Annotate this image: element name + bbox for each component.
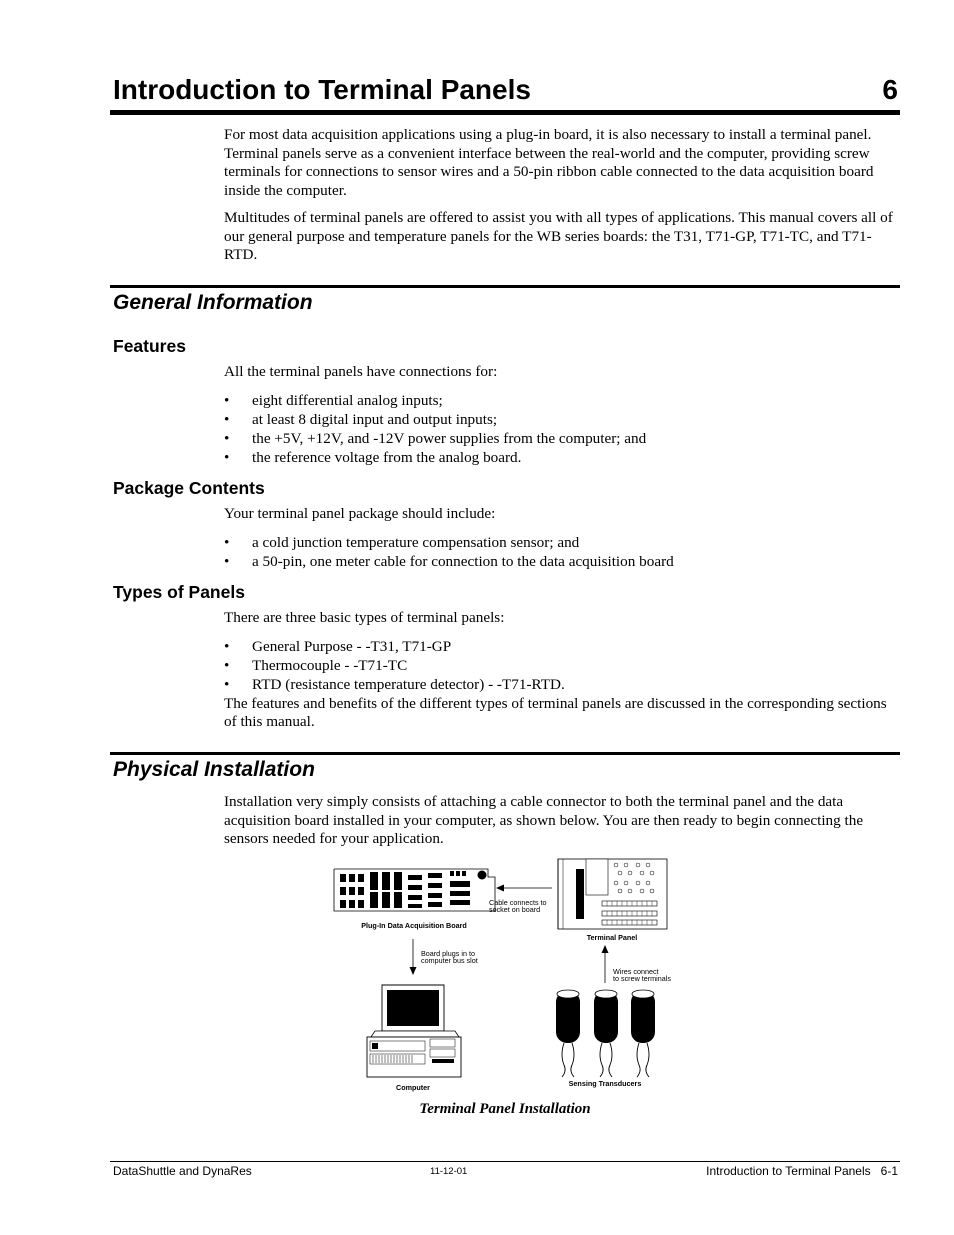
list-item: • RTD (resistance temperature detector) - -T71-RTD. — [224, 676, 900, 695]
features-list — [224, 392, 900, 468]
chapter-title: Introduction to Terminal Panels — [113, 74, 531, 105]
list-item: • the +5V, +12V, and -12V power supplies from the computer; and — [224, 430, 900, 449]
list-item: • a 50-pin, one meter cable for connection to the data acquisition board — [224, 553, 900, 572]
package-section — [224, 505, 900, 572]
package-contents-heading: Package Contents — [113, 478, 265, 498]
cable-label-line-2: socket on board — [489, 905, 541, 914]
types-section — [224, 609, 900, 732]
general-information-heading: General Information — [113, 291, 313, 314]
intro-section — [224, 126, 900, 265]
installation-figure — [320, 855, 690, 1095]
types-lead: There are three basic types of terminal panels: — [224, 609, 505, 626]
types-of-panels-heading: Types of Panels — [113, 582, 245, 602]
computer-label: Computer — [396, 1083, 430, 1092]
sensing-transducers-icon — [556, 990, 655, 1077]
intro-paragraph-2: Multitudes of terminal panels are offered to assist you with all types of applications. This manual covers all of our general purpose and temperature panels for the WB series boards: the T31, T71-GP, T71-TC, and T71-RTD. — [224, 209, 893, 263]
types-after: The features and benefits of the different types of terminal panels are discussed in the corresponding sections of this manual. — [224, 694, 887, 730]
physical-body: Installation very simply consists of attaching a cable connector to both the terminal panel and the data acquisition board installed in your computer, as shown below. You are then ready to begin connecting the sensors needed for your application. — [224, 793, 864, 847]
list-item: • at least 8 digital input and output inputs; — [224, 411, 900, 430]
footer-date: 11-12-01 — [430, 1166, 468, 1177]
list-item: • the reference voltage from the analog board. — [224, 449, 900, 468]
terminal-panel-label: Terminal Panel — [586, 933, 638, 942]
section-rule — [110, 285, 900, 288]
data-acquisition-board-icon — [334, 869, 495, 911]
package-list — [224, 534, 900, 572]
chapter-number: 6 — [882, 74, 898, 105]
computer-icon — [367, 985, 461, 1077]
types-list — [224, 638, 900, 695]
section-rule — [110, 752, 900, 755]
plug-label-line-1: Board plugs in to — [421, 949, 475, 958]
terminal-panel-icon — [558, 859, 667, 929]
wires-label-line-2: to screw terminals — [613, 974, 671, 983]
footer-rule — [110, 1161, 900, 1162]
board-label: Plug-In Data Acquisition Board — [361, 921, 467, 930]
features-lead: All the terminal panels have connections for: — [224, 363, 498, 380]
sensing-transducers-label: Sensing Transducers — [568, 1079, 642, 1088]
features-section — [224, 363, 900, 468]
list-item: • General Purpose - -T31, T71-GP — [224, 638, 900, 657]
package-lead: Your terminal panel package should include: — [224, 505, 496, 522]
chapter-rule — [110, 110, 900, 115]
wires-label-line-1: Wires connect — [613, 967, 659, 976]
features-heading: Features — [113, 336, 186, 356]
footer-right: Introduction to Terminal Panels 6-1 — [706, 1164, 898, 1178]
plug-label-line-2: computer bus slot — [421, 956, 478, 965]
cable-label-line-1: Cable connects to — [489, 898, 547, 907]
figure-caption: Terminal Panel Installation — [419, 1101, 591, 1117]
list-item: • a cold junction temperature compensation sensor; and — [224, 534, 900, 553]
intro-paragraph-1: For most data acquisition applications using a plug-in board, it is also necessary to install a terminal panel. Terminal panels serve as a convenient interface between the real-world and the computer, providing screw terminals for connections to sensor wires and a 50-pin ribbon cable connected to the data acquisition board inside the computer. — [224, 126, 874, 199]
list-item: • Thermocouple - -T71-TC — [224, 657, 900, 676]
list-item: • eight differential analog inputs; — [224, 392, 900, 411]
physical-installation-heading: Physical Installation — [113, 758, 315, 781]
footer-left: DataShuttle and DynaRes — [113, 1164, 252, 1178]
